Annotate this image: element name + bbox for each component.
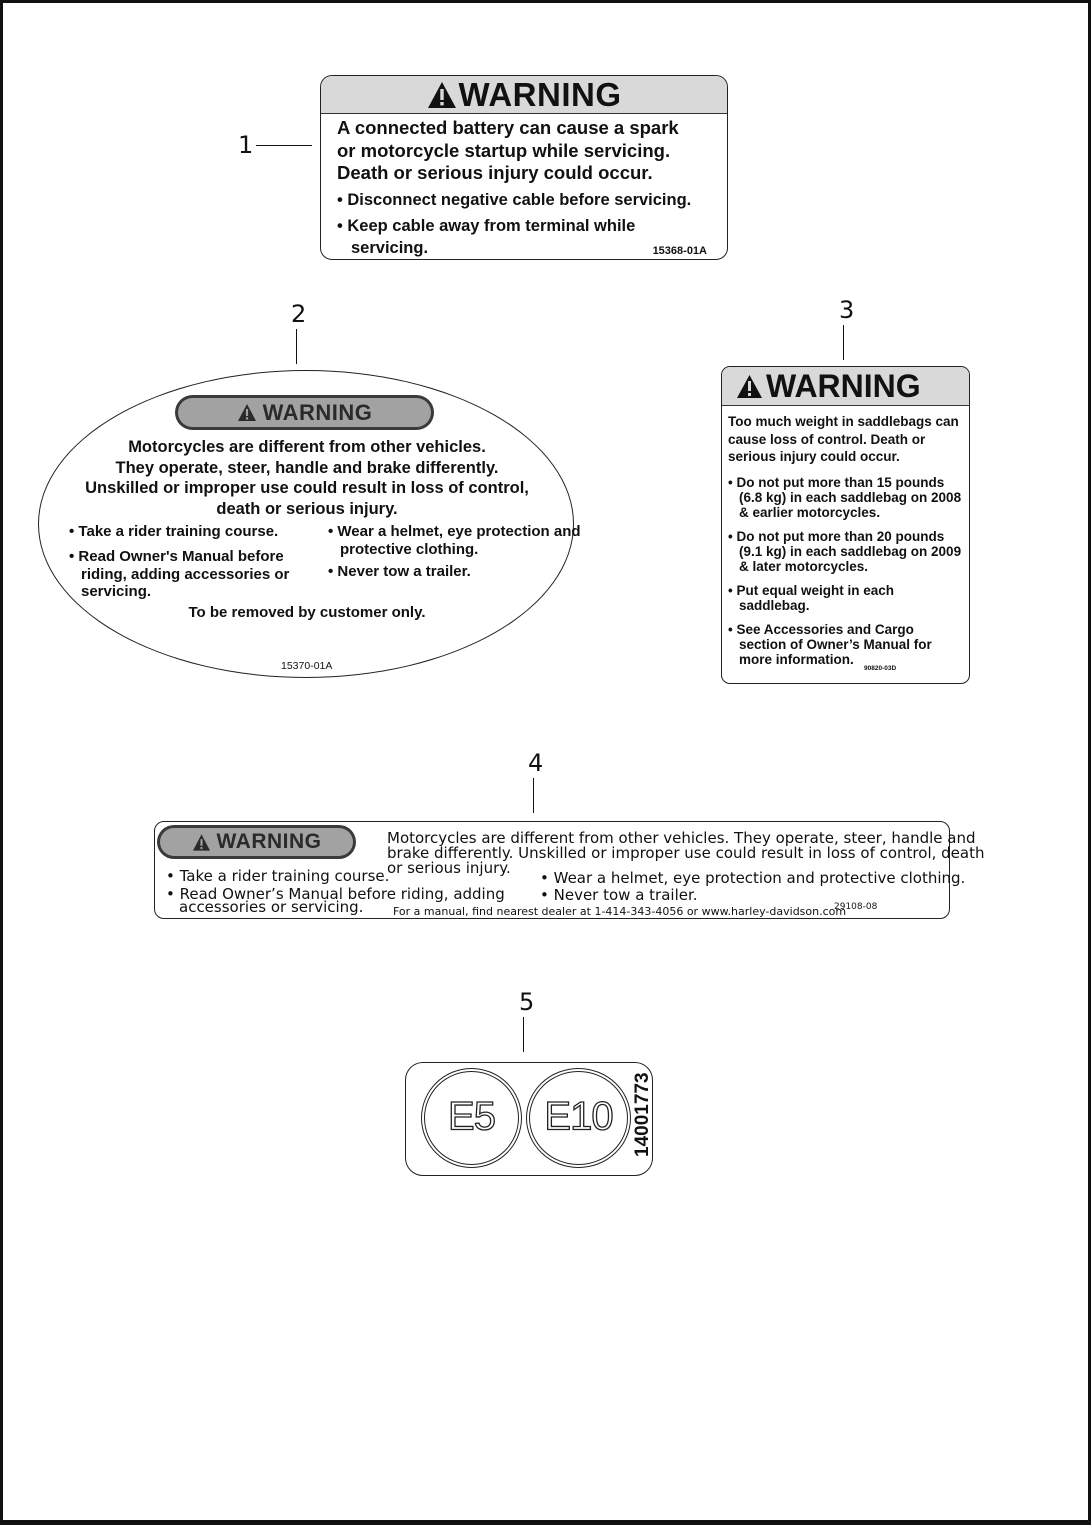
warning-triangle-icon bbox=[192, 833, 211, 852]
part-code: 15368-01A bbox=[652, 245, 707, 257]
callout-number-2: 2 bbox=[291, 300, 307, 328]
removal-note: To be removed by customer only. bbox=[188, 604, 426, 621]
warning-title: WARNING bbox=[766, 367, 921, 404]
warning-header bbox=[321, 76, 727, 114]
fuel-mark-e5 bbox=[421, 1068, 522, 1168]
part-code: 29108-08 bbox=[834, 902, 878, 912]
warning-lead-line: or motorcycle startup while servicing. bbox=[337, 139, 671, 161]
label-saddlebag-warning bbox=[721, 366, 970, 684]
fuel-mark-e10 bbox=[526, 1068, 631, 1168]
callout-leader-3 bbox=[843, 325, 844, 360]
warning-lead: Too much weight in saddlebags can cause loss of control. Death or serious injury could occur. bbox=[728, 414, 959, 464]
warning-header-pill bbox=[157, 825, 356, 859]
warning-bullet-continuation: accessories or servicing. bbox=[179, 898, 364, 916]
callout-leader-5 bbox=[523, 1017, 524, 1052]
warning-bullet: • See Accessories and Cargo section of Owner’s Manual for more information. bbox=[728, 621, 932, 667]
part-code: 15370-01A bbox=[281, 660, 333, 672]
warning-triangle-icon bbox=[237, 403, 257, 422]
warning-lead bbox=[60, 437, 554, 519]
fuel-mark-text: E10 bbox=[544, 1094, 613, 1139]
warning-lead-line: Motorcycles are different from other vehicles. They operate, steer, handle and bbox=[387, 829, 976, 847]
warning-bullet: • Keep cable away from terminal while servicing. bbox=[337, 216, 636, 257]
part-number: 14001773 bbox=[632, 1072, 653, 1157]
warning-title: WARNING bbox=[458, 75, 622, 113]
warning-lead-line: They operate, steer, handle and brake differently. bbox=[115, 458, 499, 477]
warning-title: WARNING bbox=[216, 830, 322, 853]
warning-header-pill bbox=[175, 395, 434, 430]
warning-title: WARNING bbox=[262, 399, 373, 425]
warning-lead-line: A connected battery can cause a spark bbox=[337, 117, 679, 138]
warning-lead-line: or serious injury. bbox=[387, 859, 511, 877]
label-battery-warning bbox=[320, 75, 728, 260]
callout-leader-2 bbox=[296, 329, 297, 364]
warning-bullet: • Put equal weight in each saddlebag. bbox=[728, 582, 895, 613]
warning-lead-line: Unskilled or improper use could result in loss of control, bbox=[85, 479, 529, 497]
warning-header bbox=[722, 367, 969, 406]
warning-lead-line: death or serious injury. bbox=[216, 499, 398, 518]
warning-lead-line: brake differently. Unskilled or improper use could result in loss of control, death bbox=[387, 844, 985, 862]
warning-bullet: • Take a rider training course. bbox=[166, 867, 390, 885]
warning-bullet: • Never tow a trailer. bbox=[540, 886, 698, 904]
warning-lead-line: Motorcycles are different from other vehicles. bbox=[128, 438, 486, 456]
warning-triangle-icon bbox=[427, 81, 457, 109]
warning-triangle-icon bbox=[736, 374, 763, 399]
part-code: 90820-03D bbox=[864, 665, 897, 672]
warning-bullet: • Disconnect negative cable before servicing. bbox=[337, 190, 692, 209]
warning-bullet: • Do not put more than 15 pounds (6.8 kg) in each saddlebag on 2008 & earlier motorcycles. bbox=[728, 474, 962, 520]
callout-number-1: 1 bbox=[238, 131, 254, 159]
warning-bullet: • Wear a helmet, eye protection and protective clothing. bbox=[540, 869, 966, 887]
warning-bullet: • Read Owner’s Manual before riding, adding bbox=[166, 885, 505, 903]
callout-number-3: 3 bbox=[839, 296, 855, 324]
warning-bullet: • Wear a helmet, eye protection and protective clothing. bbox=[328, 523, 581, 558]
warning-lead-line: Death or serious injury could occur. bbox=[337, 162, 653, 183]
warning-bullet: • Never tow a trailer. bbox=[328, 563, 471, 580]
warning-bullet: • Do not put more than 20 pounds (9.1 kg) in each saddlebag on 2009 & later motorcycles. bbox=[728, 528, 962, 574]
warning-bullet: • Read Owner's Manual before riding, adding accessories or servicing. bbox=[69, 548, 290, 600]
callout-leader-4 bbox=[533, 778, 534, 813]
warning-bullet: • Take a rider training course. bbox=[69, 523, 279, 540]
fuel-mark-text: E5 bbox=[448, 1094, 495, 1139]
callout-leader-1 bbox=[256, 145, 312, 146]
dealer-contact-note: For a manual, find nearest dealer at 1-414-343-4056 or www.harley-davidson.com bbox=[393, 905, 847, 918]
callout-number-5: 5 bbox=[519, 988, 535, 1016]
callout-number-4: 4 bbox=[528, 749, 544, 777]
